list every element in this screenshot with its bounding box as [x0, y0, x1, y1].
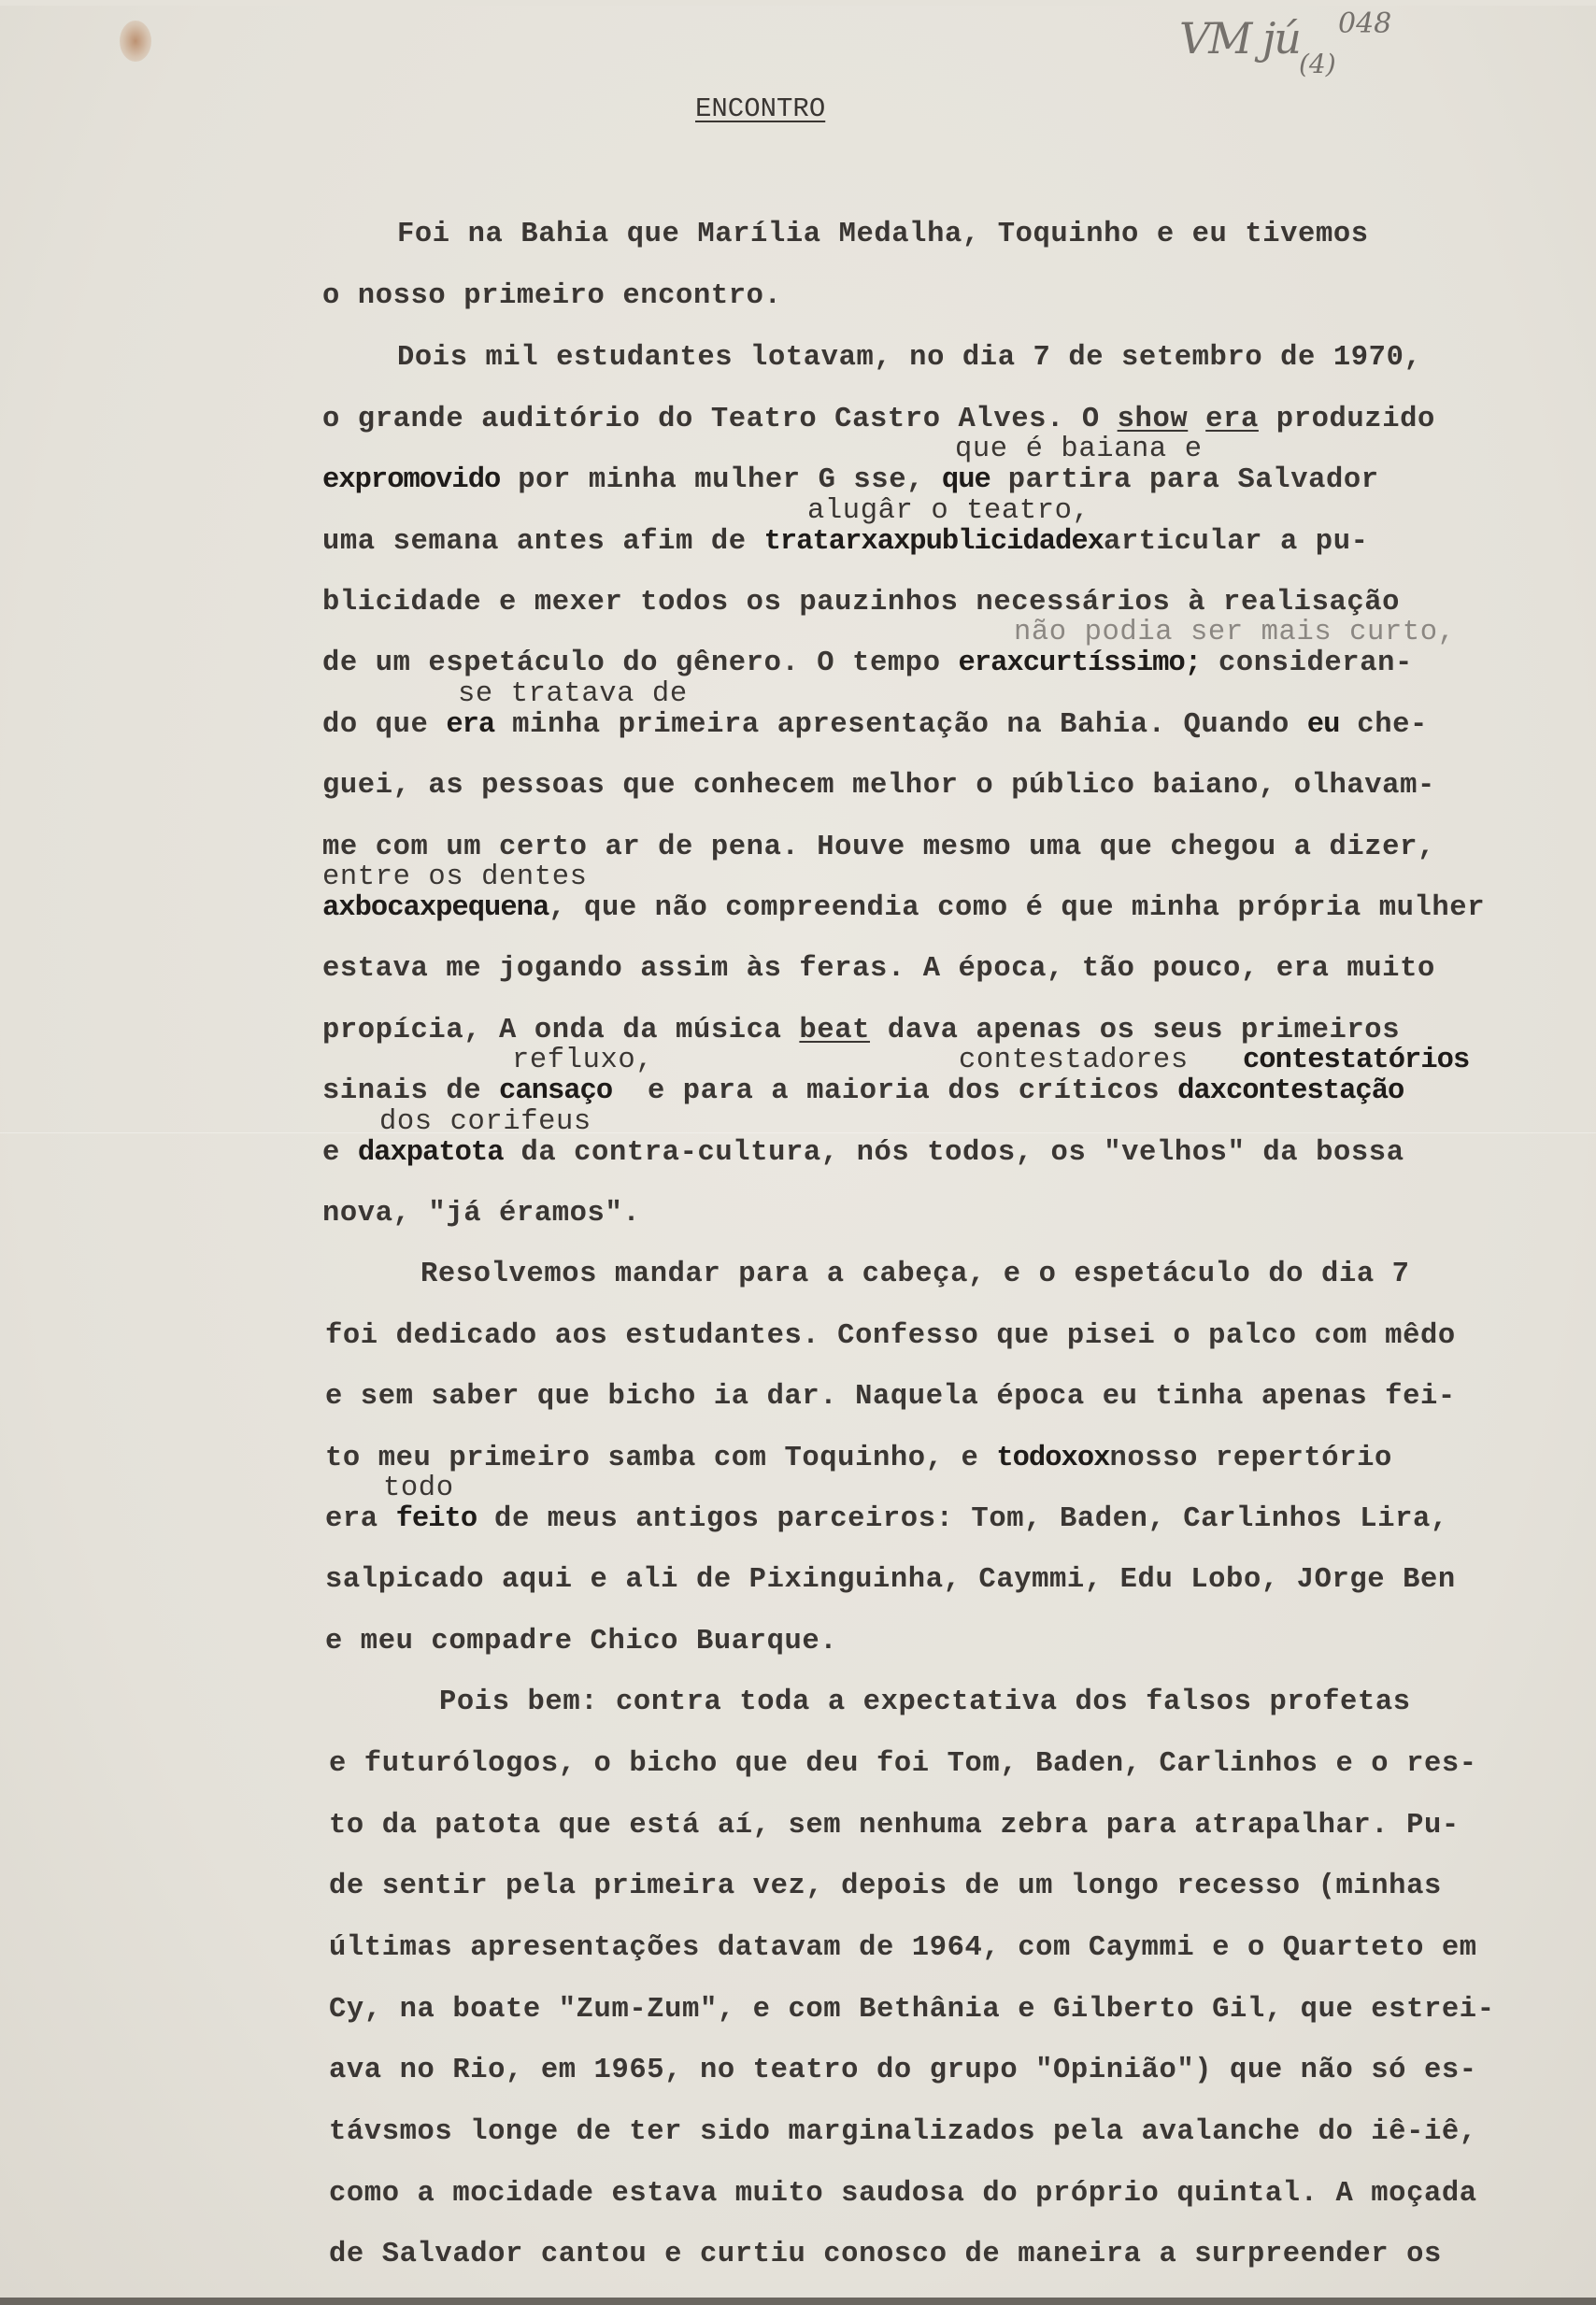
text-line: Foi na Bahia que Marília Medalha, Toquinho e eu tivemos [397, 219, 1369, 250]
text-fragment: e [322, 1137, 358, 1169]
text-line [322, 709, 1428, 741]
annotation-main: VM jú [1179, 13, 1300, 64]
text-line: de sentir pela primeira vez, depois de um longo recesso (minhas [329, 1871, 1442, 1902]
text-line [322, 1075, 1404, 1107]
text-line [325, 1503, 1448, 1535]
struck-text: daxcontestação [1177, 1075, 1404, 1107]
text-fragment: produzido [1258, 404, 1435, 435]
text-fragment: articular a pu- [1103, 526, 1369, 558]
struck-text: contestatórios [1243, 1045, 1470, 1076]
text-line [322, 464, 1379, 496]
text-line [325, 1443, 1392, 1474]
interlinear-insertion: entre os dentes [322, 861, 588, 893]
text-line: me com um certo ar de pena. Houve mesmo uma que chegou a dizer, [322, 832, 1435, 863]
text-fragment: de um espetáculo do gênero. O tempo [322, 647, 959, 679]
text-line: foi dedicado aos estudantes. Confesso que pisei o palco com mêdo [325, 1320, 1456, 1352]
text-line: nova, "já éramos". [322, 1198, 641, 1230]
page-bottom-edge [0, 2298, 1596, 2305]
text-line: Resolvemos mandar para a cabeça, e o espetáculo do dia 7 [420, 1259, 1410, 1290]
text-line: Cy, na boate "Zum-Zum", e com Bethânia e Gilberto Gil, que estrei- [329, 1994, 1495, 2026]
text-fragment: minha primeira apresentação na Bahia. Quando [494, 709, 1307, 741]
text-fragment: nosso repertório [1109, 1443, 1392, 1474]
text-line: salpicado aqui e ali de Pixinguinha, Caymmi, Edu Lobo, JOrge Ben [325, 1564, 1456, 1596]
text-line: últimas apresentações datavam de 1964, com Caymmi e o Quarteto em [329, 1932, 1477, 1964]
underlined-word: show [1117, 404, 1189, 435]
text-fragment: sinais de [322, 1075, 500, 1107]
handwritten-insert: não podia ser mais curto, [1014, 617, 1456, 648]
text-line [322, 1015, 1400, 1046]
struck-text: expromovido [322, 464, 501, 496]
text-line: távsmos longe de ter sido marginalizados pela avalanche do iê-iê, [329, 2116, 1477, 2148]
struck-text: eraxcurtíssimo; [958, 647, 1202, 679]
struck-text: axbocaxpequena [322, 892, 549, 924]
interlinear-insertion [1014, 617, 1456, 648]
text-line: to da patota que está aí, sem nenhuma zebra para atrapalhar. Pu- [329, 1810, 1460, 1842]
interlinear-insertion: se tratava de [458, 678, 688, 710]
text-fragment: to meu primeiro samba com Toquinho, e [325, 1443, 997, 1474]
text-line: e futurólogos, o bicho que deu foi Tom, Baden, Carlinhos e o res- [329, 1748, 1477, 1780]
underlined-word: beat [799, 1015, 871, 1046]
interlinear-insertion: alugâr o teatro, [807, 495, 1090, 527]
text-line [322, 1137, 1404, 1169]
text-line: guei, as pessoas que conhecem melhor o público baiano, olhavam- [322, 770, 1435, 802]
text-line: e sem saber que bicho ia dar. Naquela época eu tinha apenas fei- [325, 1381, 1456, 1413]
text-line: ava no Rio, em 1965, no teatro do grupo "Opinião") que não só es- [329, 2055, 1477, 2086]
text-fragment: por minha mulher G sse, [500, 464, 942, 496]
rust-stain [120, 21, 151, 62]
text-fragment: partira para Salvador [990, 464, 1379, 496]
annotation-number: 048 [1338, 7, 1392, 40]
text-line [322, 526, 1369, 558]
text-line: blicidade e mexer todos os pauzinhos necessários à realisação [322, 587, 1401, 619]
interlinear-insertion: contestadores [959, 1045, 1189, 1076]
text-fragment: de meus antigos parceiros: Tom, Baden, Carlinhos Lira, [477, 1503, 1448, 1535]
struck-text: daxpatota [357, 1137, 504, 1169]
struck-text: tratarxaxpublicidadex [763, 526, 1104, 558]
text-fragment: dava apenas os seus primeiros [870, 1015, 1401, 1046]
archive-annotation [1179, 7, 1422, 92]
struck-text: todoxox [996, 1443, 1110, 1474]
interlinear-insertion: que é baiana e [955, 434, 1203, 465]
interlinear-insertion: refluxo, [512, 1045, 654, 1076]
text-fragment: do que [322, 709, 447, 741]
struck-text: cansaço [499, 1075, 613, 1107]
text-fragment: e para a maioria dos críticos [612, 1075, 1178, 1107]
text-fragment: propícia, A onda da música [322, 1015, 800, 1046]
struck-text: era [446, 709, 495, 741]
annotation-sub: (4) [1299, 49, 1336, 79]
struck-text: eu [1306, 709, 1340, 741]
text-line [322, 892, 1485, 924]
text-line: e meu compadre Chico Buarque. [325, 1626, 838, 1658]
text-line: estava me jogando assim às feras. A época, tão pouco, era muito [322, 953, 1435, 985]
text-line: como a mocidade estava muito saudosa do próprio quintal. A moçada [329, 2178, 1477, 2210]
text-fragment: era [325, 1503, 396, 1535]
document-title: ENCONTRO [695, 93, 826, 124]
struck-text: feito [395, 1503, 477, 1535]
text-line [322, 404, 1435, 435]
underlined-word: era [1205, 404, 1259, 435]
text-fragment [1188, 404, 1205, 435]
text-fragment: o grande auditório do Teatro Castro Alves. O [322, 404, 1118, 435]
interlinear-insertion: todo [383, 1473, 454, 1504]
text-fragment: da contra-cultura, nós todos, os "velhos" da bossa [503, 1137, 1404, 1169]
text-fragment: consideran- [1201, 647, 1413, 679]
text-fragment: che- [1339, 709, 1428, 741]
text-fragment: , que não compreendia como é que minha própria mulher [549, 892, 1486, 924]
text-line: Pois bem: contra toda a expectativa dos falsos profetas [439, 1686, 1411, 1718]
text-line: de Salvador cantou e curtiu conosco de maneira a surpreender os [329, 2239, 1442, 2270]
text-line [322, 647, 1413, 679]
struck-text: que [941, 464, 990, 496]
interlinear-insertion: dos corifeus [379, 1106, 591, 1138]
text-fragment: uma semana antes afim de [322, 526, 764, 558]
text-line: o nosso primeiro encontro. [322, 280, 782, 312]
text-line: Dois mil estudantes lotavam, no dia 7 de setembro de 1970, [397, 342, 1422, 374]
paper-fold-line [0, 1132, 1596, 1133]
